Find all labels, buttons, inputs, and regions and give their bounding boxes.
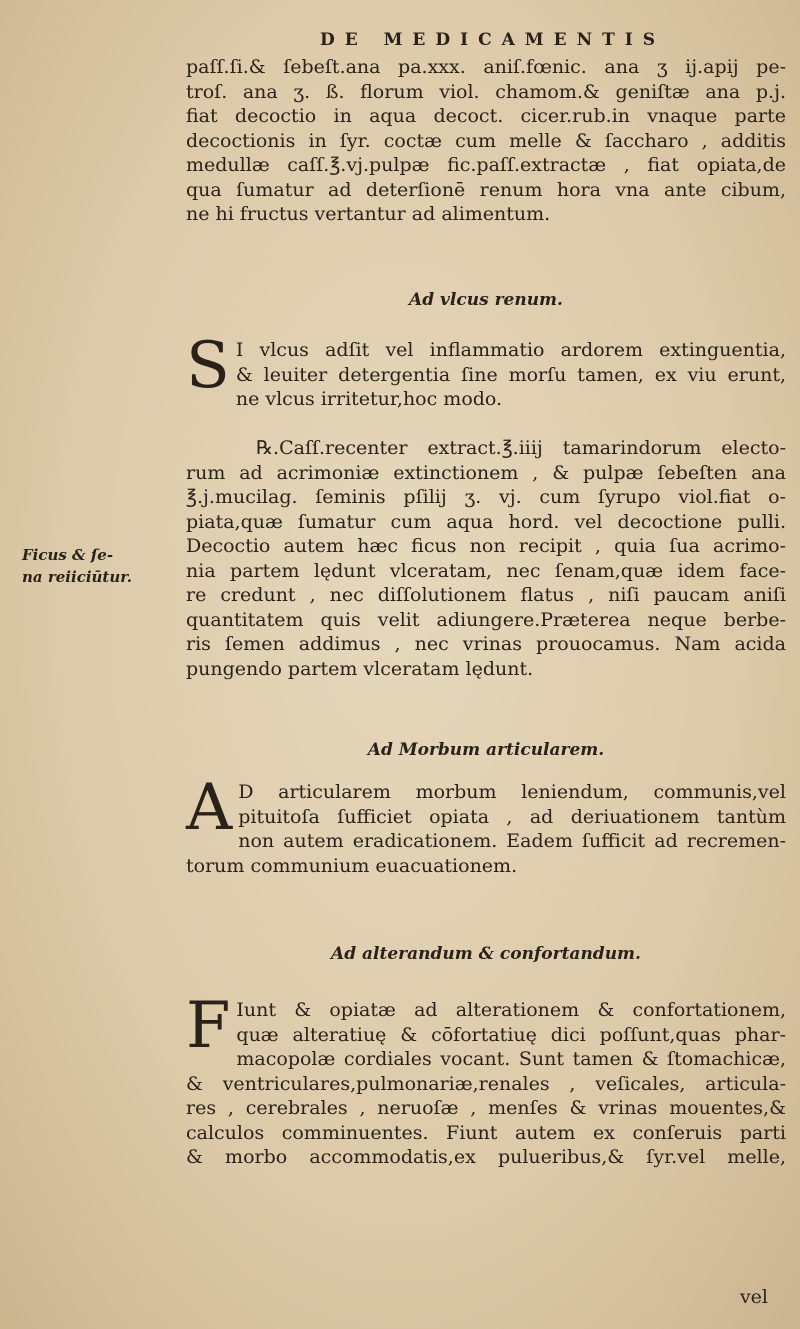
margin-note: Ficus & ſe- na reiiciūtur. [22, 546, 133, 586]
paragraph-2: S I vlcus adſit vel inflammatio ardorem extinguentia, & leuiter detergentia ſine morſu tamen, ex viu erunt, ne vlcus irritetur,hoc modo. [186, 329, 786, 410]
catchword: vel [739, 1286, 768, 1308]
paragraph-4: A D articularem morbum leniendum, communis,vel pituitoſa ſufficiet opiata , ad deriuationem tantùm non autem eradicationem. Eadem ſufficit ad recremen- torum communium euacuationem. [186, 771, 786, 877]
drop-cap: F [186, 989, 231, 1063]
heading-ulcer-kidneys: Ad vlcus renum. [409, 290, 563, 310]
paragraph-1: paſſ.ſi.& ſebeſt.ana pa.xxx. aniſ.fœnic. ana ʒ ij.apij pe- troſ. ana ʒ. ß. florum viol. chamom.& geniſtæ ana p.j. fiat decoctio in aqua decoct. cicer.rub.in vnaque parte decoctionis in ſyr. coctæ cum melle & ſaccharo , additis medullæ caſſ.℥.vj.pulpæ fic.paſſ.extractæ , fiat opiata,de qua ſumatur ad deterſionē renum hora vna ante cibum, ne hi fructus vertantur ad alimentum. [186, 56, 786, 225]
paragraph-5: F Iunt & opiatæ ad alterationem & confortationem, quæ alteratiuę & cōfortatiuę dici poſſunt,quas phar- macopolæ cordiales vocant. Sunt tamen & ſtomachicæ, & ventriculares,pulmonariæ,renales , veſicales, articula- res , cerebrales , neruoſæ , menſes & vrinas mouentes,& calculos comminuentes. Fiunt autem ex conſeruis parti & morbo accommodatis,ex pulueribus,& ſyr.vel melle, [186, 989, 786, 1168]
running-head: DE MEDICAMENTIS [320, 30, 666, 50]
heading-articular-disease: Ad Morbum articularem. [367, 740, 605, 760]
paragraph-3: ℞.Caſſ.recenter extract.℥.iiij tamarindorum electo- rum ad acrimoniæ extinctionem , & pulpæ ſebeſten ana ℥.j.mucilag. ſeminis pſilij ʒ. vj. cum ſyrupo viol.fiat o- piata,quæ ſumatur cum aqua hord. vel decoctione pulli. Decoctio autem hæc ficus non recipit , quia ſua acrimo- nia partem lędunt vlceratam, nec ſenam,quæ idem face- re credunt , nec diſſolutionem flatus , niſi paucam aniſi quantitatem quis velit adiungere.Præterea neque berbe- ris ſemen addimus , nec vrinas prouocamus. Nam acida pungendo partem vlceratam lędunt. [186, 437, 786, 680]
heading-altering-strengthening: Ad alterandum & confortandum. [331, 944, 641, 964]
drop-cap: A [186, 771, 233, 845]
drop-cap: S [186, 329, 230, 403]
